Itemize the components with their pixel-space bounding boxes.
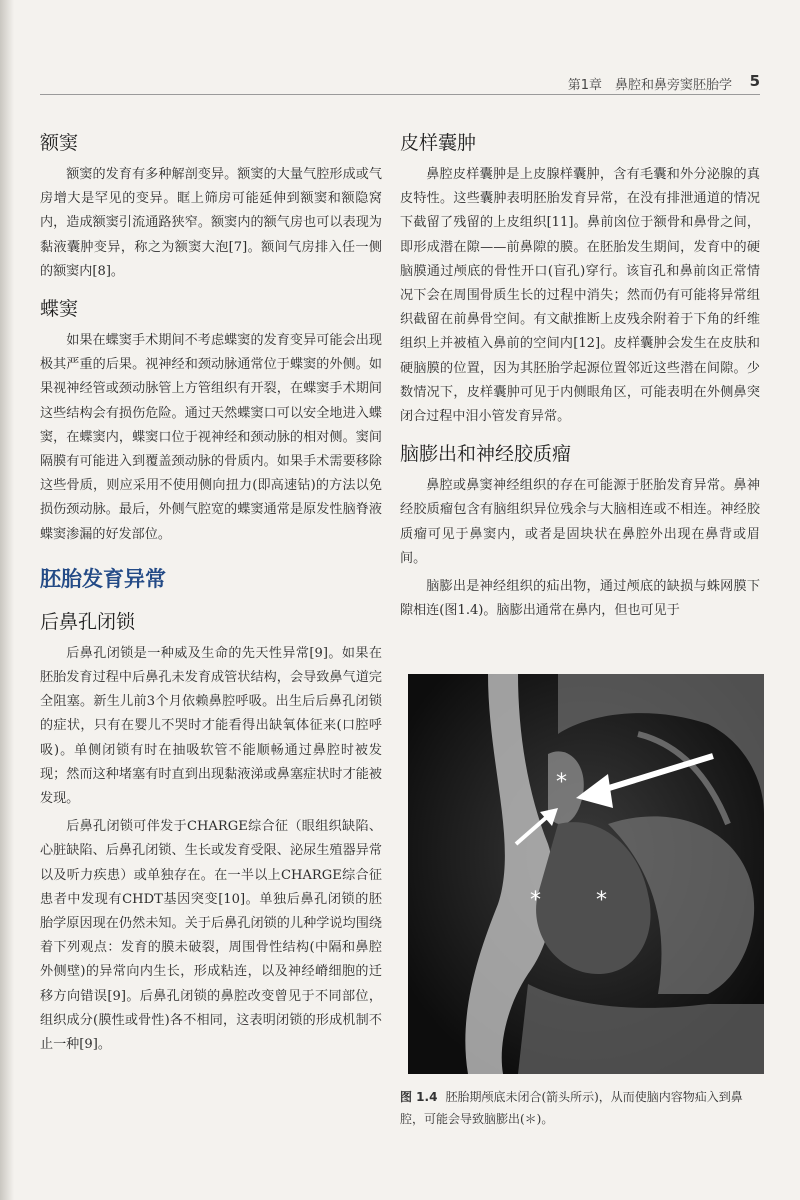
paragraph-sphenoid-sinus: 如果在蝶窦手术期间不考虑蝶窦的发育变异可能会出现极其严重的后果。视神经和颈动脉通常位于蝶窦的外侧。如果视神经管或颈动脉管上方管组织有开裂，在蝶窦手术期间这些结构会有损伤危险。通过天然蝶窦口可以安全地进入蝶窦，在蝶窦内，蝶窦口位于视神经和颈动脉的相对侧。窦间隔膜有可能进入到覆盖颈动脉的骨质内。如果手术需要移除这些骨质，则应采用不使用侧向扭力(即高速钻)的方法以免损伤颈动脉。最后，外侧气腔宽的蝶窦通常是原发性脑脊液蝶窦渗漏的好发部位。	[40, 333, 382, 542]
heading-dermoid-cyst: 皮样囊肿	[400, 132, 477, 154]
running-title: 第1章 鼻腔和鼻旁窦胚胎学	[567, 78, 732, 93]
heading-encephalocele-glioma: 脑膨出和神经胶质瘤	[400, 443, 572, 466]
mri-figure	[408, 674, 764, 1074]
figure-label: 图 1.4	[400, 1090, 438, 1104]
arrow-overlay	[408, 674, 764, 1074]
paragraph-choanal-atresia-1: 后鼻孔闭锁是一种威及生命的先天性异常[9]。如果在胚胎发育过程中后鼻孔未发育成管状结构，会导致鼻气道完全阻塞。新生儿前3个月依赖鼻腔呼吸。出生后后鼻孔闭锁的症状，只有在婴儿不哭时才能看得出缺氧体征来(口腔呼吸)。单侧闭锁有时在抽吸软管不能顺畅通过鼻腔时被发现；然而这种堵塞有时直到出现黏液涕或鼻塞症状时才能被发现。	[40, 645, 382, 807]
asterisk-marker-lower-right: *	[596, 888, 607, 913]
heading-frontal-sinus: 额窦	[40, 132, 79, 154]
paragraph-frontal-sinus: 额窦的发育有多种解剖变异。额窦的大量气腔形成或气房增大是罕见的变异。眶上筛房可能延伸到额窦和额隐窝内，造成额窦引流通路狭窄。额窦内的额气房也可以表现为黏液囊肿变异，称之为额窦大泡[7]。额间气房排入任一侧的额窦内[8]。	[40, 167, 382, 279]
asterisk-marker-upper: *	[556, 770, 567, 795]
chapter-heading-anomalies: 胚胎发育异常	[40, 566, 166, 591]
asterisk-marker-lower-left: *	[530, 888, 541, 913]
figure-caption	[400, 1086, 762, 1130]
paragraph-encephalocele-glioma-1: 鼻腔或鼻窦神经组织的存在可能源于胚胎发育异常。鼻神经胶质瘤包含有脑组织异位残余与大脑相连或不相连。神经胶质瘤可见于鼻窦内，或者是固块状在鼻腔外出现在鼻背或眉间。	[400, 478, 760, 566]
paragraph-dermoid-cyst: 鼻腔皮样囊肿是上皮腺样囊肿，含有毛囊和外分泌腺的真皮特性。这些囊肿表明胚胎发育异常，在没有排泄通道的情况下截留了残留的上皮组织[11]。鼻前囟位于额骨和鼻骨之间，即形成潜在隙——前鼻隙的膜。在胚胎发生期间，发育中的硬脑膜通过颅底的骨性开口(盲孔)穿行。该盲孔和鼻前囟正常情况下会在周围骨质生长的过程中消失；然而仍有可能将异常组织截留在前鼻骨空间。有文献推断上皮残余附着于下角的纤维组织上并被植入鼻前的空间内[12]。皮样囊肿会发生在皮肤和硬脑膜的位置，因为其胚胎学起源位置邻近这些潜在间隙。少数情况下，皮样囊肿可见于内侧眼角区，可能表明在外侧鼻突闭合过程中泪小管发育异常。	[400, 167, 760, 425]
small-arrow-icon	[516, 808, 558, 844]
heading-sphenoid-sinus: 蝶窦	[40, 298, 79, 321]
running-header	[40, 72, 760, 95]
paragraph-encephalocele-glioma-2: 脑膨出是神经组织的疝出物，通过颅底的缺损与蛛网膜下隙相连(图1.4)。脑膨出通常在鼻内，但也可见于	[400, 579, 760, 619]
right-column	[400, 118, 760, 627]
page-binding-shadow	[0, 0, 14, 1200]
heading-choanal-atresia: 后鼻孔闭锁	[40, 610, 136, 633]
page-number: 5	[749, 72, 760, 90]
paragraph-choanal-atresia-2: 后鼻孔闭锁可伴发于CHARGE综合征（眼组织缺陷、心脏缺陷、后鼻孔闭锁、生长或发育受限、泌尿生殖器异常以及听力疾患）或单独存在。在一半以上CHARGE综合征患者中发现有CHDT基因突变[10]。单独后鼻孔闭锁的胚胎学原因现在仍然未知。关于后鼻孔闭锁的儿种学说均围绕着下列观点：发育的膜未破裂，周围骨性结构(中隔和鼻腔外侧壁)的异常向内生长，形成粘连，以及神经嵴细胞的迁移方向错误[9]。后鼻孔闭锁的鼻腔改变曾见于不同部位，组织成分(膜性或骨性)各不相同，这表明闭锁的形成机制不止一种[9]。	[40, 819, 382, 1053]
large-arrow-icon	[576, 756, 713, 808]
figure-caption-text: 胚胎期颅底未闭合(箭头所示)，从而使脑内容物疝入到鼻腔，可能会导致脑膨出(＊)。	[400, 1090, 743, 1126]
left-column	[40, 118, 382, 1061]
